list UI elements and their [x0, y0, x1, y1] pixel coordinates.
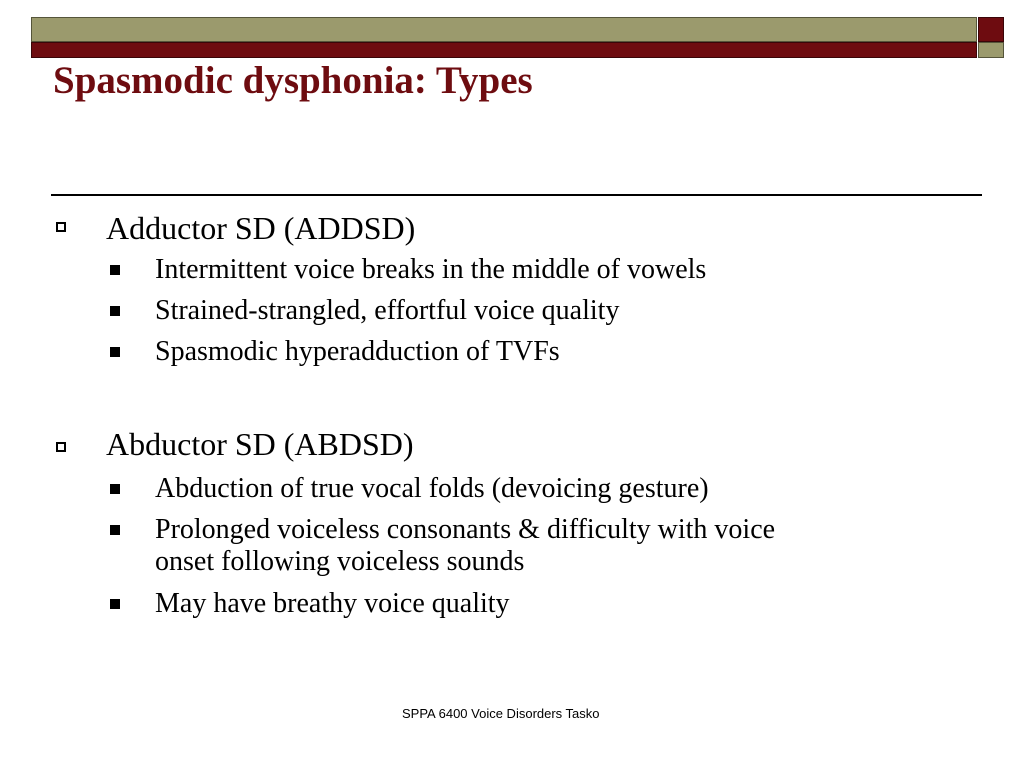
hollow-square-bullet-icon [56, 442, 66, 452]
filled-square-bullet-icon [110, 306, 120, 316]
list-item: Spasmodic hyperadduction of TVFs [155, 336, 560, 367]
header-olive-bar [31, 17, 977, 42]
slide-title: Spasmodic dysphonia: Types [53, 59, 533, 102]
slide-footer: SPPA 6400 Voice Disorders Tasko [402, 706, 600, 721]
title-divider [51, 194, 982, 196]
filled-square-bullet-icon [110, 484, 120, 494]
header-maroon-square [978, 17, 1004, 42]
list-item-continuation: onset following voiceless sounds [155, 546, 525, 577]
hollow-square-bullet-icon [56, 222, 66, 232]
filled-square-bullet-icon [110, 525, 120, 535]
header-olive-square [978, 42, 1004, 58]
section-heading-adductor: Adductor SD (ADDSD) [106, 210, 416, 246]
section-heading-abductor: Abductor SD (ABDSD) [106, 426, 414, 462]
filled-square-bullet-icon [110, 599, 120, 609]
list-item: Intermittent voice breaks in the middle of vowels [155, 254, 707, 285]
list-item: Prolonged voiceless consonants & difficulty with voice [155, 514, 776, 545]
list-item: Strained-strangled, effortful voice quality [155, 295, 620, 326]
filled-square-bullet-icon [110, 347, 120, 357]
header-maroon-bar [31, 42, 977, 58]
filled-square-bullet-icon [110, 265, 120, 275]
list-item: May have breathy voice quality [155, 588, 510, 619]
list-item: Abduction of true vocal folds (devoicing gesture) [155, 473, 709, 504]
